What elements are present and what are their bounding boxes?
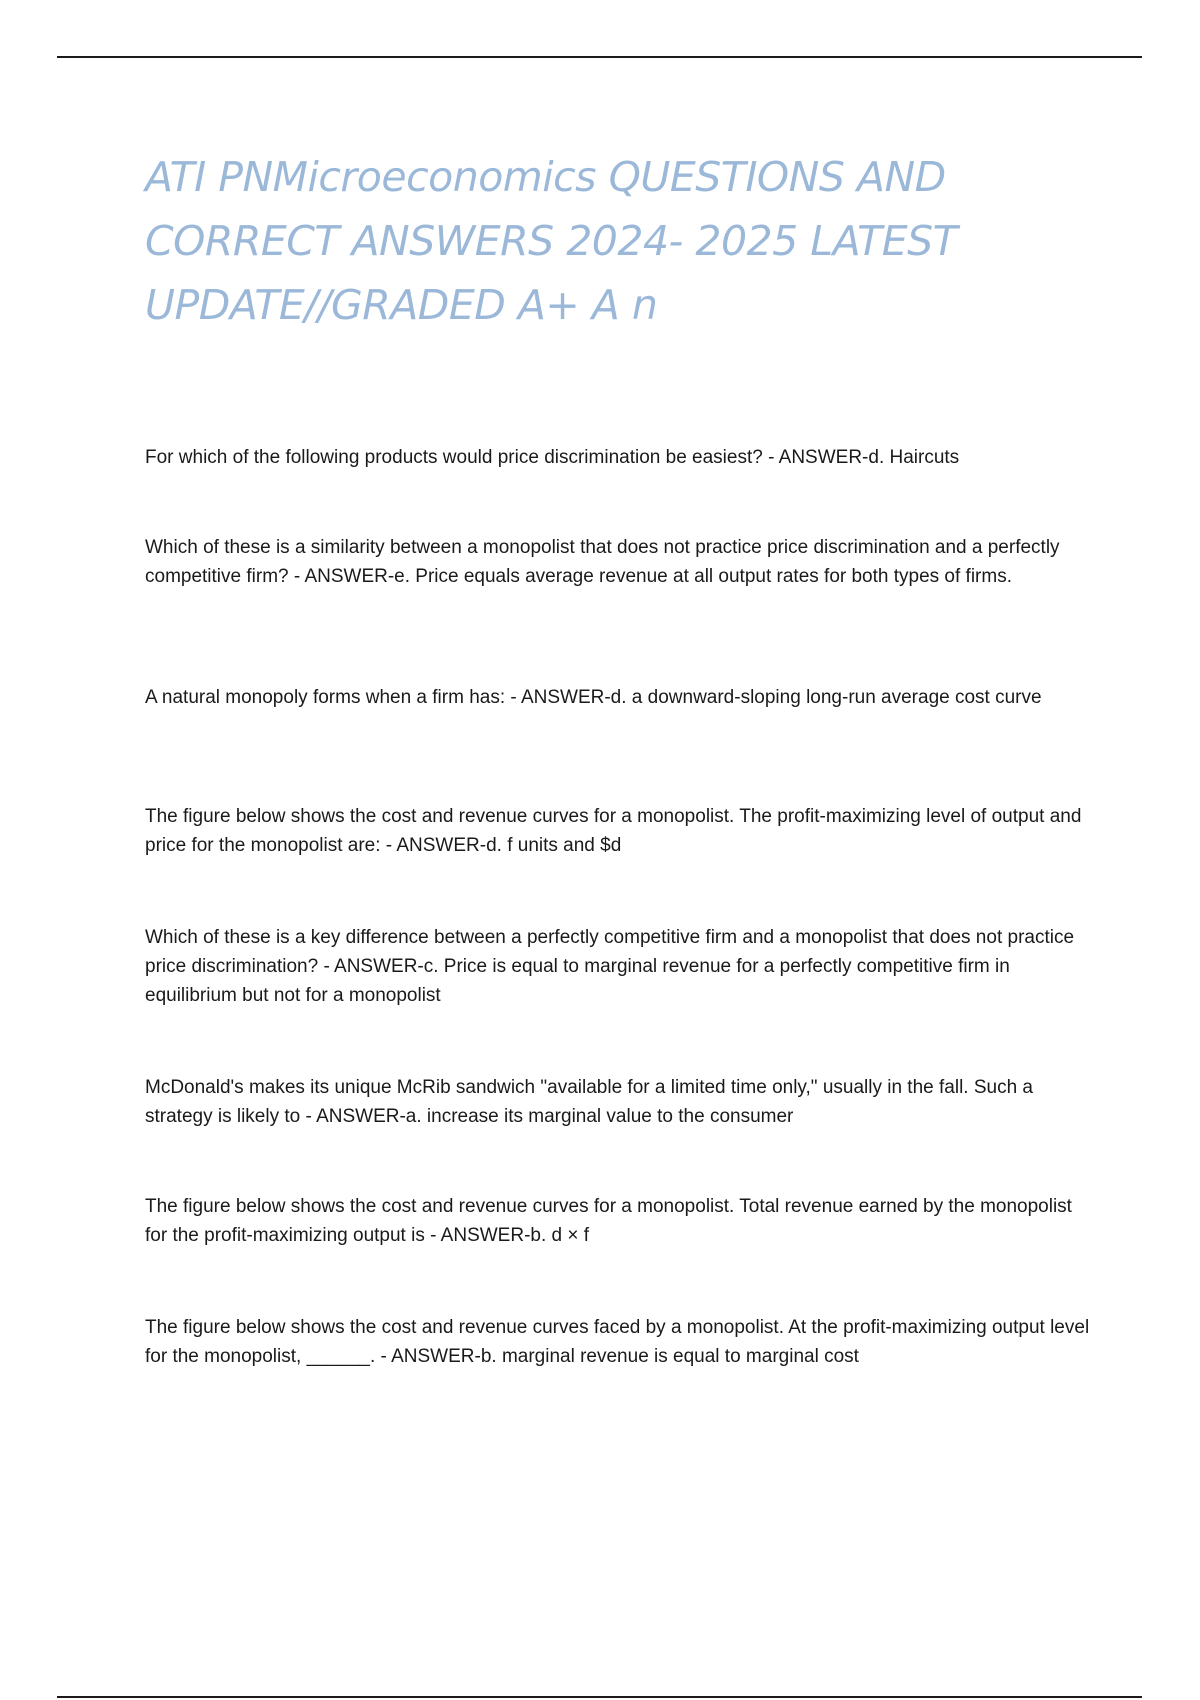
title-line-2: CORRECT ANSWERS 2024- 2025 LATEST: [145, 217, 958, 265]
question-text: For which of the following products would price discrimination be easiest? -: [145, 447, 779, 468]
question-text: The figure below shows the cost and revenue curves faced by a monopolist. At the profit-maximizing output level for the monopolist, ______. -: [145, 1317, 1090, 1367]
answer-text: ANSWER-d. f units and $d: [396, 835, 622, 856]
qa-item-7: [145, 1192, 1095, 1250]
qa-item-1: [145, 443, 1095, 472]
top-rule: [57, 56, 1142, 58]
answer-text: ANSWER-c. Price is equal to marginal revenue for a perfectly competitive firm in equilibrium but not for a monopolist: [145, 956, 1010, 1006]
qa-item-6: [145, 1073, 1095, 1131]
qa-item-5: [145, 923, 1095, 1010]
answer-text: ANSWER-d. a downward-sloping long-run average cost curve: [520, 687, 1042, 708]
title-line-3: UPDATE//GRADED A+ A n: [145, 281, 658, 329]
answer-text: ANSWER-d. Haircuts: [778, 447, 960, 468]
bottom-rule: [57, 1696, 1142, 1698]
qa-item-3: [145, 683, 1095, 712]
question-text: Which of these is a similarity between a monopolist that does not practice price discrimination and a perfectly competitive firm? -: [145, 537, 1060, 587]
qa-item-8: [145, 1313, 1095, 1371]
question-text: The figure below shows the cost and revenue curves for a monopolist. Total revenue earned by the monopolist for the profit-maximizing output is -: [145, 1196, 1072, 1246]
answer-text: ANSWER-a. increase its marginal value to the consumer: [316, 1106, 794, 1127]
document-title: [145, 145, 1045, 337]
title-line-1: ATI PNMicroeconomics QUESTIONS AND: [145, 153, 946, 201]
question-text: Which of these is a key difference between a perfectly competitive firm and a monopolist that does not practice price discrimination? -: [145, 927, 1075, 977]
answer-text: ANSWER-e. Price equals average revenue at all output rates for both types of firms.: [304, 566, 1012, 587]
answer-text: ANSWER-b. marginal revenue is equal to marginal cost: [391, 1346, 859, 1367]
answer-text: ANSWER-b. d × f: [440, 1225, 590, 1246]
question-text: A natural monopoly forms when a firm has: -: [145, 687, 521, 708]
qa-item-2: [145, 533, 1095, 591]
qa-item-4: [145, 802, 1095, 860]
question-text: McDonald's makes its unique McRib sandwich "available for a limited time only," usually in the fall. Such a strategy is likely to -: [145, 1077, 1033, 1127]
question-text: The figure below shows the cost and revenue curves for a monopolist. The profit-maximizing level of output and price for the monopolist are: -: [145, 806, 1082, 856]
